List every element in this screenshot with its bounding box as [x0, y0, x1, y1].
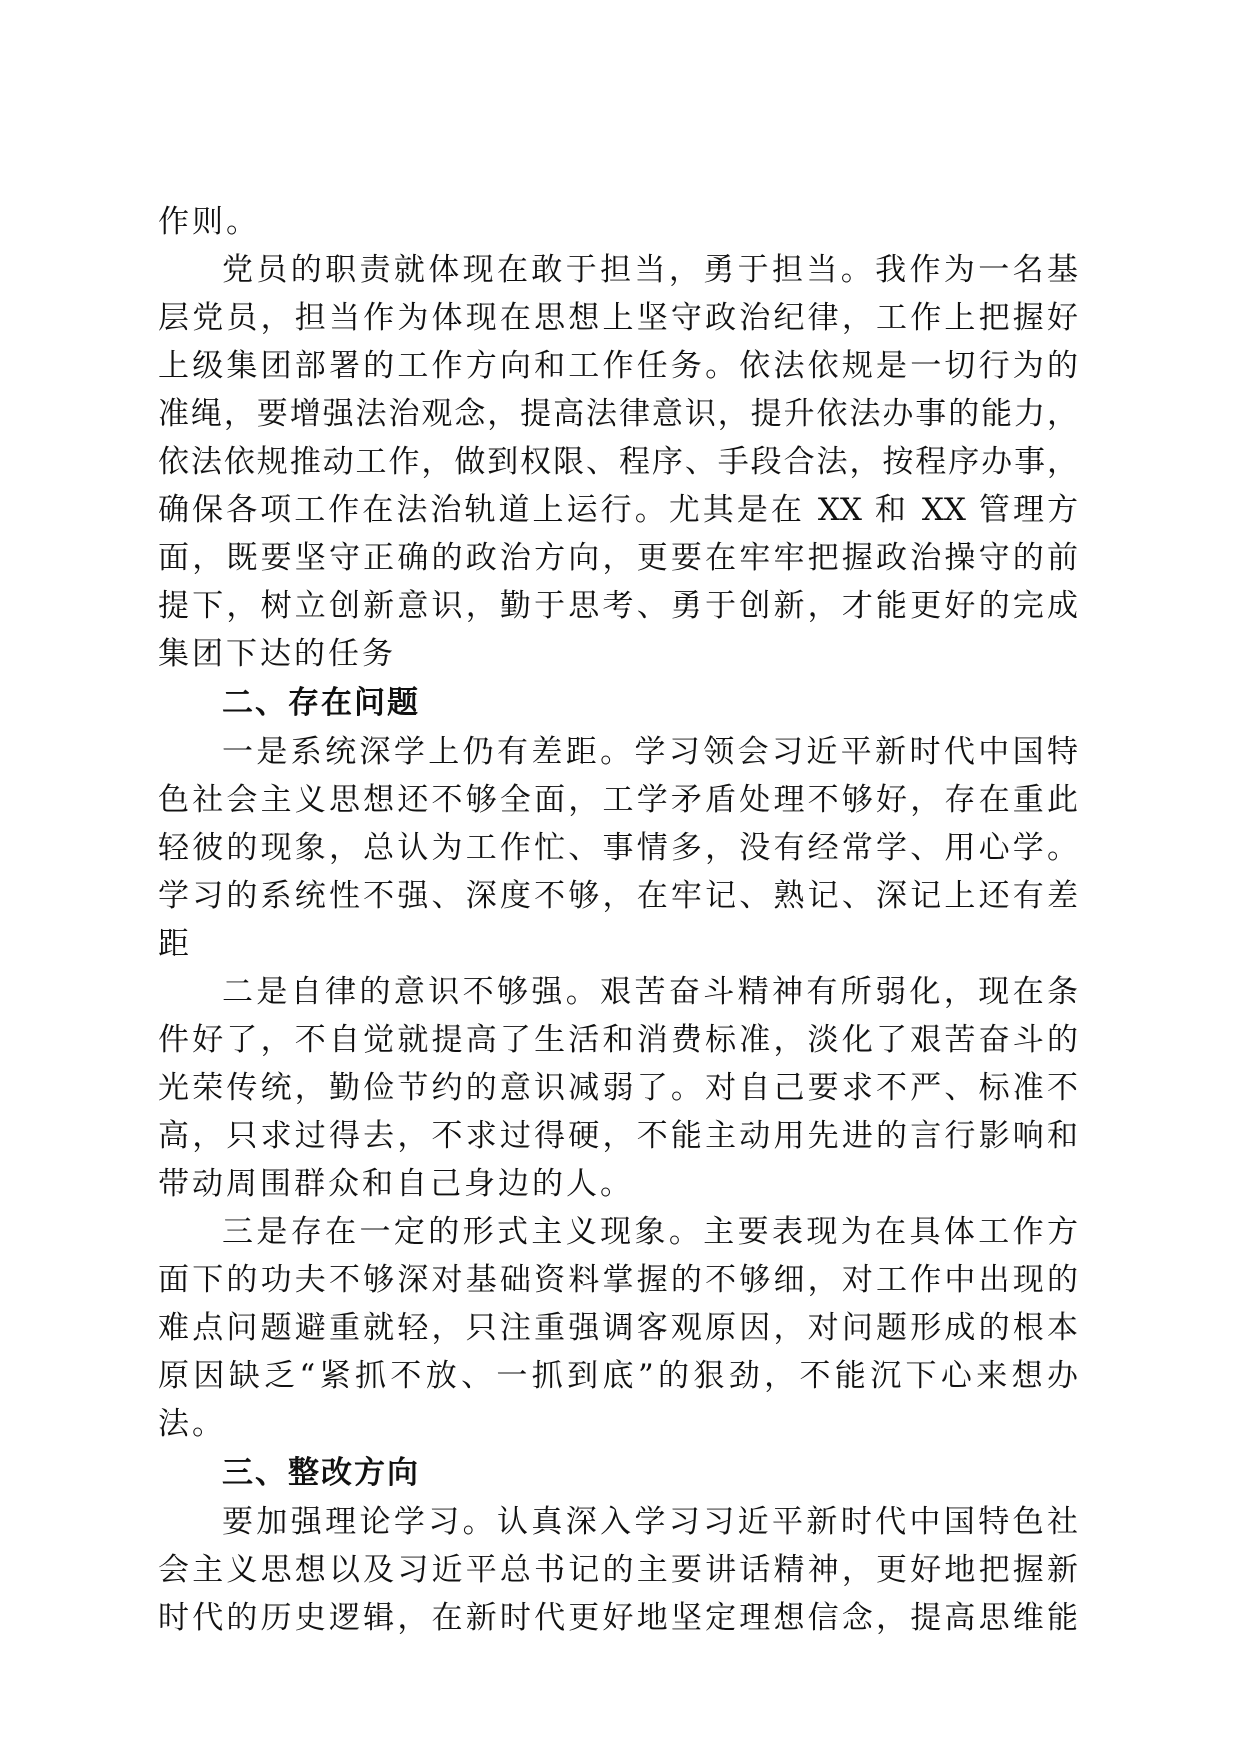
- paragraph-line: 面下的功夫不够深对基础资料掌握的不够细，对工作中出现的: [158, 1262, 1078, 1298]
- paragraph-line: 带动周围群众和自己身边的人。: [158, 1166, 634, 1202]
- paragraph-line: 色社会主义思想还不够全面，工学矛盾处理不够好，存在重此: [158, 782, 1078, 818]
- paragraph-line: 三是存在一定的形式主义现象。主要表现为在具体工作方: [222, 1214, 1078, 1250]
- paragraph-line: 法。: [158, 1406, 226, 1442]
- paragraph-line: 高，只求过得去，不求过得硬，不能主动用先进的言行影响和: [158, 1118, 1078, 1154]
- paragraph-line: 光荣传统，勤俭节约的意识减弱了。对自己要求不严、标准不: [158, 1070, 1078, 1106]
- paragraph-line: 提下，树立创新意识，勤于思考、勇于创新，才能更好的完成: [158, 588, 1078, 624]
- paragraph-line: 准绳，要增强法治观念，提高法律意识，提升依法办事的能力，: [158, 396, 1078, 432]
- paragraph-line: 层党员，担当作为体现在思想上坚守政治纪律，工作上把握好: [158, 300, 1078, 336]
- paragraph-line: 难点问题避重就轻，只注重强调客观原因，对问题形成的根本: [158, 1310, 1078, 1346]
- paragraph-line: 确保各项工作在法治轨道上运行。尤其是在 XX 和 XX 管理方: [158, 492, 1078, 528]
- paragraph-line: 依法依规推动工作，做到权限、程序、手段合法，按程序办事，: [158, 444, 1078, 480]
- paragraph-line: 一是系统深学上仍有差距。学习领会习近平新时代中国特: [222, 734, 1078, 770]
- paragraph-line: 面，既要坚守正确的政治方向，更要在牢牢把握政治操守的前: [158, 540, 1078, 576]
- paragraph-line: 党员的职责就体现在敢于担当，勇于担当。我作为一名基: [222, 252, 1078, 288]
- section-heading-problems: 二、存在问题: [222, 685, 420, 721]
- paragraph-line: 上级集团部署的工作方向和工作任务。依法依规是一切行为的: [158, 348, 1078, 384]
- paragraph-line: 原因缺乏“紧抓不放、一抓到底”的狠劲，不能沉下心来想办: [158, 1358, 1078, 1394]
- paragraph-line: 要加强理论学习。认真深入学习习近平新时代中国特色社: [222, 1504, 1078, 1540]
- section-heading-rectification: 三、整改方向: [222, 1455, 420, 1491]
- paragraph-line: 会主义思想以及习近平总书记的主要讲话精神，更好地把握新: [158, 1552, 1078, 1588]
- paragraph-line: 轻彼的现象，总认为工作忙、事情多，没有经常学、用心学。: [158, 830, 1078, 866]
- paragraph-line: 时代的历史逻辑，在新时代更好地坚定理想信念，提高思维能: [158, 1600, 1078, 1636]
- paragraph-line: 二是自律的意识不够强。艰苦奋斗精神有所弱化，现在条: [222, 974, 1078, 1010]
- paragraph-line: 学习的系统性不强、深度不够，在牢记、熟记、深记上还有差: [158, 878, 1078, 914]
- paragraph-line: 件好了，不自觉就提高了生活和消费标准，淡化了艰苦奋斗的: [158, 1022, 1078, 1058]
- paragraph-line: 集团下达的任务: [158, 636, 396, 672]
- paragraph-line: 距: [158, 926, 192, 962]
- paragraph-line: 作则。: [158, 204, 260, 240]
